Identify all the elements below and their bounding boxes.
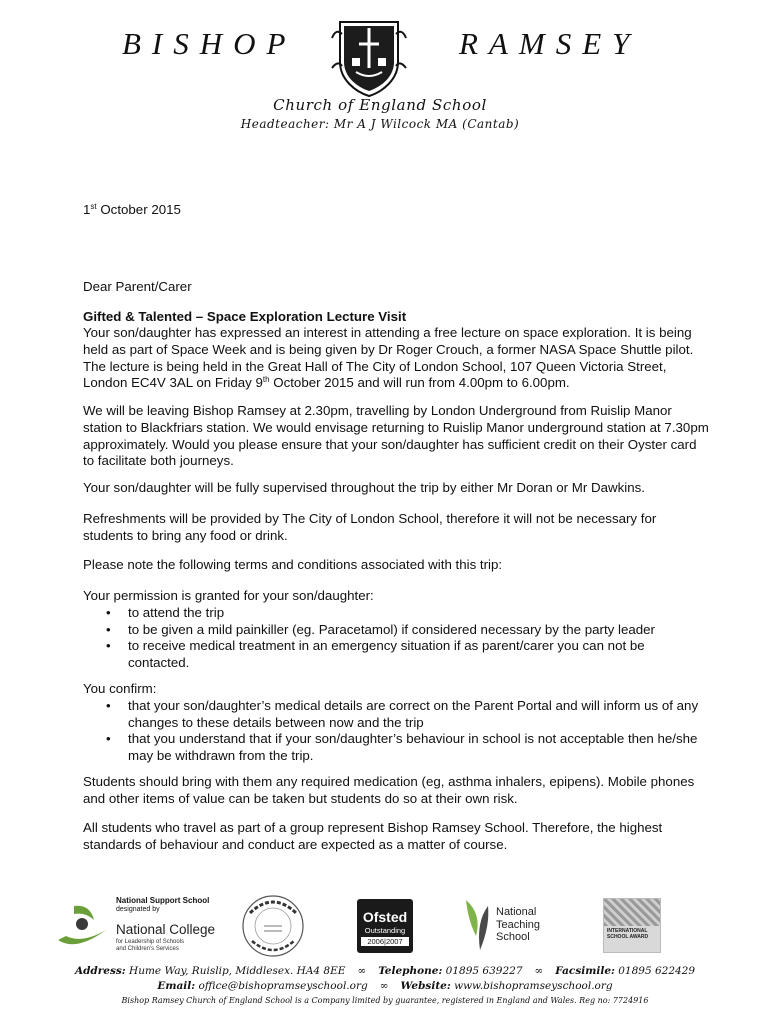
international-school-award-logo [603, 898, 661, 953]
national-support-school-logo [56, 892, 226, 960]
ofsted-outstanding-logo [357, 899, 413, 953]
paragraph-refreshments: Refreshments will be provided by The City of London School, therefore it will not be necessary for students to bring any food or drink. [83, 511, 657, 543]
list-item: • to attend the trip [83, 605, 709, 622]
logo-text: Outstanding [364, 926, 406, 935]
contact-line-1: Address: Hume Way, Ruislip, Middlesex. HA4 8EE ∞ Telephone: 01895 639227 ∞ Facsimile: 01895 622429 [74, 965, 696, 977]
permission-intro: Your permission is granted for your son/daughter: [83, 588, 374, 603]
paragraph-lecture-details: Your son/daughter has expressed an interest in attending a free lecture on space exploration. It is being held as part of Space Week and is being given by Dr Roger Crouch, a former NASA Space Shuttle pilot. The lecture is being held in the Great Hall of The City of London School, 107 Queen Victoria Street, London EC4V 3AL on Friday 9th October 2015 and will run from 4.00pm to 6.00pm. [83, 325, 694, 391]
logo-text: National Teaching School [496, 906, 541, 943]
confirm-list [83, 698, 709, 765]
paragraph-supervision: Your son/daughter will be fully supervised throughout the trip by either Mr Doran or Mr Dawkins. [83, 480, 645, 495]
confirm-section [83, 681, 709, 765]
logo-text: Ofsted [362, 909, 408, 925]
logo-text: National College [116, 922, 216, 937]
confirm-intro: You confirm: [83, 681, 157, 696]
salutation: Dear Parent/Carer [83, 279, 192, 294]
footer-logos [0, 890, 770, 962]
leaf-icon [462, 896, 492, 954]
logo-text: National Support School [116, 896, 210, 905]
paragraph-conduct: All students who travel as part of a group represent Bishop Ramsey School. Therefore, the highest standards of behaviour and conduct are expected as a matter of course. [83, 820, 663, 852]
email-link[interactable]: office@bishopramseyschool.org [198, 980, 368, 992]
logo-text: INTERNATIONAL SCHOOL AWARD [607, 928, 649, 940]
list-item: • to be given a mild painkiller (eg. Paracetamol) if considered necessary by the party leader [83, 622, 709, 639]
school-crest-icon [330, 18, 408, 98]
letterhead [0, 0, 770, 140]
letterhead-word-bishop: BISHOP [122, 26, 297, 61]
letter-date: 1st October 2015 [83, 202, 181, 217]
letter-heading: Gifted & Talented – Space Exploration Lecture Visit [83, 309, 407, 324]
paragraph-travel: We will be leaving Bishop Ramsey at 2.30pm, travelling by London Underground from Ruislip Manor station to Blackfriars station. We would envisage returning to Ruislip Manor underground station at 7.30pm approximately. Would you please ensure that your son/daughter has sufficient credit on their Oyster card to facilitate both journeys. [83, 403, 709, 469]
contact-line-2: Email: office@bishopramseyschool.org ∞ Website: www.bishopramseyschool.org [157, 980, 613, 992]
permission-list [83, 605, 709, 672]
legal-notice: Bishop Ramsey Church of England School is a Company limited by guarantee, registered in England and Wales. Reg no: 7724916 [121, 996, 649, 1005]
logo-text: 2006|2007 [361, 937, 409, 946]
list-item: • to receive medical treatment in an emergency situation if as parent/carer you can not be contacted. [83, 638, 709, 672]
arts-council-artsmark-logo-icon [240, 893, 306, 959]
national-teaching-school-logo [462, 896, 558, 956]
letterhead-word-ramsey: RAMSEY [459, 26, 641, 61]
logo-text: designated by [116, 906, 160, 913]
permission-section [83, 588, 709, 672]
award-pattern [604, 899, 660, 926]
logo-text: for Leadership of Schools and Children's Services [116, 939, 185, 952]
headteacher-line: Headteacher: Mr A J Wilcock MA (Cantab) [240, 117, 520, 131]
swoosh-icon [56, 900, 108, 952]
paragraph-medication: Students should bring with them any required medication (eg, asthma inhalers, epipens). Mobile phones and other items of value can be taken but students do so at their own risk. [83, 774, 695, 806]
list-item: • that your son/daughter’s medical details are correct on the Parent Portal and will inform us of any changes to these details between now and the trip [83, 698, 709, 732]
school-name: Church of England School [273, 96, 487, 114]
website-link[interactable]: www.bishopramseyschool.org [454, 980, 613, 992]
list-item: • that you understand that if your son/daughter’s behaviour in school is not acceptable then he/she may be withdrawn from the trip. [83, 731, 709, 765]
paragraph-terms-intro: Please note the following terms and conditions associated with this trip: [83, 557, 503, 572]
